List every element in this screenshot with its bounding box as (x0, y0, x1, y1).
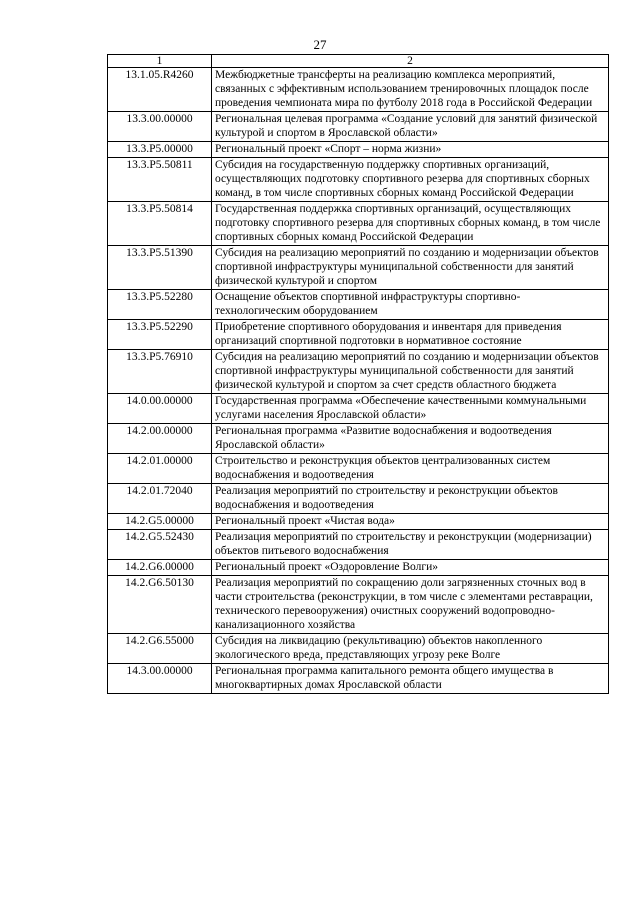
row-name: Государственная поддержка спортивных организаций, осуществляющих подготовку спортивного резерва для спортивных сборных команд, в том числе спортивных сборных команд Российской Федерации (212, 202, 609, 246)
table-row (108, 290, 609, 320)
table-row (108, 424, 609, 454)
row-code: 14.0.00.00000 (108, 394, 212, 424)
table-row (108, 576, 609, 634)
row-code: 14.2.01.72040 (108, 484, 212, 514)
row-name: Строительство и реконструкция объектов централизованных систем водоснабжения и водоотведения (212, 454, 609, 484)
table-row (108, 514, 609, 530)
row-code: 13.3.00.00000 (108, 112, 212, 142)
row-name: Региональный проект «Чистая вода» (212, 514, 609, 530)
row-name: Приобретение спортивного оборудования и инвентаря для приведения организаций спортивной подготовки в нормативное состояние (212, 320, 609, 350)
row-name: Субсидия на ликвидацию (рекультивацию) объектов накопленного экологического вреда, представляющих угрозу реке Волге (212, 634, 609, 664)
table-body (108, 68, 609, 694)
row-name: Региональная программа «Развитие водоснабжения и водоотведения Ярославской области» (212, 424, 609, 454)
row-code: 14.2.00.00000 (108, 424, 212, 454)
table-row (108, 664, 609, 694)
row-name: Межбюджетные трансферты на реализацию комплекса мероприятий, связанных с эффективным использованием тренировочных площадок после проведения чемпионата мира по футболу 2018 года в Российской Федерации (212, 68, 609, 112)
table-row (108, 246, 609, 290)
row-name: Субсидия на государственную поддержку спортивных организаций, осуществляющих подготовку спортивного резерва для спортивных сборных команд, в том числе спортивных сборных команд Российской Федерации (212, 158, 609, 202)
row-code: 13.3.P5.52290 (108, 320, 212, 350)
table-row (108, 454, 609, 484)
row-name: Оснащение объектов спортивной инфраструктуры спортивно-технологическим оборудованием (212, 290, 609, 320)
column-header-name: 2 (212, 55, 609, 68)
row-code: 13.3.P5.76910 (108, 350, 212, 394)
table-row (108, 530, 609, 560)
row-name: Региональный проект «Спорт – норма жизни» (212, 142, 609, 158)
table-row (108, 394, 609, 424)
row-code: 13.3.P5.50814 (108, 202, 212, 246)
column-header-code: 1 (108, 55, 212, 68)
page-number: 27 (313, 37, 327, 52)
table-row (108, 320, 609, 350)
row-name: Региональная программа капитального ремонта общего имущества в многоквартирных домах Ярославской области (212, 664, 609, 694)
row-name: Реализация мероприятий по строительству и реконструкции (модернизации) объектов питьевого водоснабжения (212, 530, 609, 560)
row-code: 13.3.P5.00000 (108, 142, 212, 158)
row-code: 14.2.G6.00000 (108, 560, 212, 576)
table-header-row (108, 55, 609, 68)
table-row (108, 112, 609, 142)
row-code: 13.1.05.R4260 (108, 68, 212, 112)
table-row (108, 68, 609, 112)
table-row (108, 560, 609, 576)
row-code: 14.2.G5.52430 (108, 530, 212, 560)
row-code: 14.2.G6.50130 (108, 576, 212, 634)
table-row (108, 142, 609, 158)
row-code: 14.3.00.00000 (108, 664, 212, 694)
row-code: 13.3.P5.51390 (108, 246, 212, 290)
row-name: Региональная целевая программа «Создание условий для занятий физической культурой и спортом в Ярославской области» (212, 112, 609, 142)
row-name: Субсидия на реализацию мероприятий по созданию и модернизации объектов спортивной инфраструктуры муниципальной собственности для занятий физической культурой и спортом (212, 246, 609, 290)
row-name: Реализация мероприятий по сокращению доли загрязненных сточных вод в части строительства (реконструкции, в том числе с элементами реставрации, технического перевооружения) очистных сооружений водопроводно-канализационного хозяйства (212, 576, 609, 634)
table-row (108, 484, 609, 514)
row-code: 14.2.01.00000 (108, 454, 212, 484)
row-code: 14.2.G5.00000 (108, 514, 212, 530)
row-code: 14.2.G6.55000 (108, 634, 212, 664)
table-row (108, 158, 609, 202)
row-code: 13.3.P5.50811 (108, 158, 212, 202)
row-name: Реализация мероприятий по строительству и реконструкции объектов водоснабжения и водоотведения (212, 484, 609, 514)
row-name: Субсидия на реализацию мероприятий по созданию и модернизации объектов спортивной инфраструктуры муниципальной собственности для занятий физической культурой и спортом за счет средств областного бюджета (212, 350, 609, 394)
row-name: Региональный проект «Оздоровление Волги» (212, 560, 609, 576)
table-row (108, 350, 609, 394)
table-row (108, 634, 609, 664)
row-code: 13.3.P5.52280 (108, 290, 212, 320)
table-row (108, 202, 609, 246)
row-name: Государственная программа «Обеспечение качественными коммунальными услугами населения Ярославской области» (212, 394, 609, 424)
budget-classification-table (107, 54, 609, 694)
